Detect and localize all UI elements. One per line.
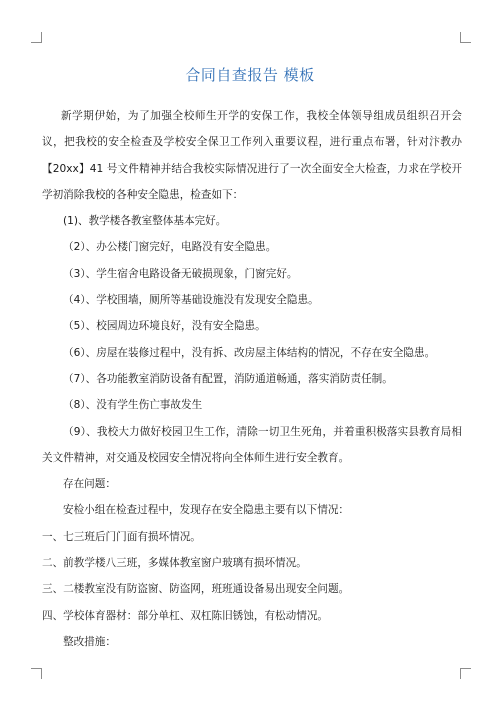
section-heading-measures: 整改措施： bbox=[63, 635, 116, 648]
document-body bbox=[42, 103, 462, 655]
check-item-3: （3）、学生宿舍电路设备无破损现象，门窗完好。 bbox=[63, 267, 298, 280]
check-item-7: （7）、各功能教室消防设备有配置，消防通道畅通，落实消防责任制。 bbox=[63, 372, 393, 385]
problem-item-2: 二、前教学楼八三班，多媒体教室窗户玻璃有损坏情况。 bbox=[42, 557, 307, 570]
check-item-2: （2）、办公楼门窗完好，电路没有安全隐患。 bbox=[63, 241, 277, 254]
document-title: 合同自查报告 模板 bbox=[185, 66, 315, 84]
page-corner-mark-bottom-right bbox=[460, 668, 471, 679]
problem-item-4: 四、学校体育器材：部分单杠、双杠陈旧锈蚀，有松动情况。 bbox=[42, 609, 329, 622]
problem-item-3: 三、二楼教室没有防盗窗、防盗网，班班通设备易出现安全问题。 bbox=[42, 583, 350, 596]
page-corner-mark-top-left bbox=[31, 32, 42, 43]
problem-item-1: 一、七三班后门门面有损坏情况。 bbox=[42, 530, 201, 543]
check-item-4: （4）、学校围墙，厕所等基础设施没有发现安全隐患。 bbox=[63, 294, 319, 307]
check-item-8: （8）、没有学生伤亡事故发生 bbox=[63, 399, 203, 412]
page-corner-mark-top-right bbox=[460, 32, 471, 43]
check-item-1: (1)、教学楼各教室整体基本完好。 bbox=[63, 215, 227, 228]
intro-paragraph: 新学期伊始，为了加强全校师生开学的安保工作，我校全体领导组成员组织召开会议，把我校的安全检查及学校安全保卫工作列入重要议程，进行重点布署，针对汴教办【20xx】41 号文件精神并结合我校实际情况进行了一次全面安全大检查，力求在学校开学初消除我校的各种安全隐患，检查如下： bbox=[42, 110, 462, 201]
page-corner-mark-bottom-left bbox=[31, 668, 42, 679]
section-heading-problems: 存在问题： bbox=[63, 478, 116, 491]
check-item-9: （9）、我校大力做好校园卫生工作，清除一切卫生死角，并着重积极落实县教育局相关文件精神，对交通及校园安全情况将向全体师生进行安全教育。 bbox=[42, 425, 462, 464]
problems-intro: 安检小组在检查过程中，发现存在安全隐患主要有以下情况： bbox=[63, 504, 350, 517]
check-item-6: （6）、房屋在装修过程中，没有拆、改房屋主体结构的情况，不存在安全隐患。 bbox=[63, 346, 436, 359]
check-item-5: （5）、校园周边环境良好，没有安全隐患。 bbox=[63, 320, 266, 333]
